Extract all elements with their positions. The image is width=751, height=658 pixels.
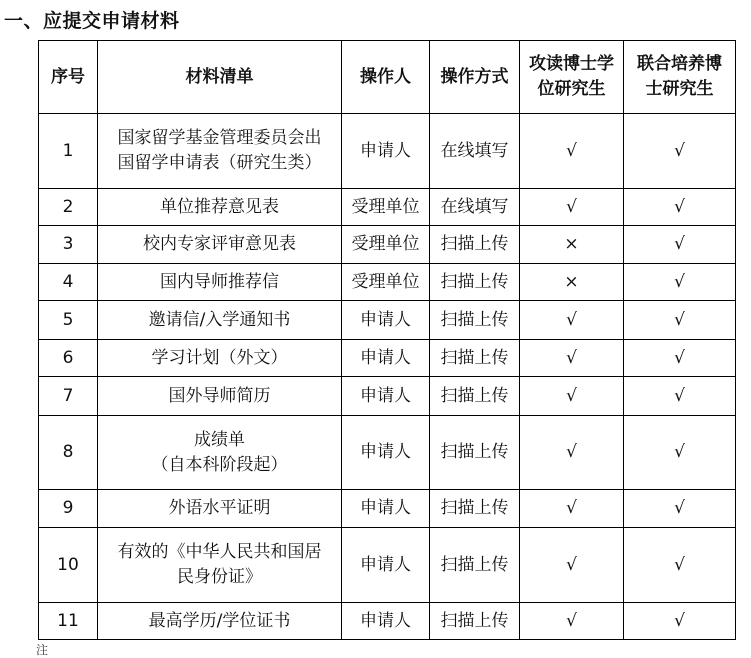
row-joint-mark: √ [624,189,736,226]
row-seq: 9 [39,490,98,528]
row-method: 在线填写 [430,114,520,189]
row-joint-mark: √ [624,264,736,301]
row-name: 外语水平证明 [98,490,342,528]
row-seq: 1 [39,114,98,189]
row-operator: 申请人 [342,528,430,603]
row-joint-mark: √ [624,603,736,640]
row-seq: 5 [39,301,98,340]
row-operator: 申请人 [342,114,430,189]
row-method: 扫描上传 [430,528,520,603]
footer-note-mark: 注 [36,643,49,657]
row-name [98,416,342,490]
header-doctoral [520,41,624,114]
row-name-line2: 国留学申请表（研究生类） [117,153,322,173]
row-doctoral-mark: √ [520,189,624,226]
table-row [39,340,736,377]
row-operator: 申请人 [342,340,430,377]
row-doctoral-mark: × [520,264,624,301]
header-joint-line2: 士研究生 [645,79,714,99]
table-row [39,226,736,264]
row-method: 扫描上传 [430,490,520,528]
table-row [39,416,736,490]
row-doctoral-mark: × [520,226,624,264]
header-method: 操作方式 [430,41,520,114]
header-seq: 序号 [39,41,98,114]
row-name: 邀请信/入学通知书 [98,301,342,340]
row-seq: 4 [39,264,98,301]
row-operator: 申请人 [342,603,430,640]
row-method: 扫描上传 [430,603,520,640]
row-operator: 受理单位 [342,226,430,264]
row-joint-mark: √ [624,226,736,264]
row-joint-mark: √ [624,377,736,416]
row-method: 扫描上传 [430,301,520,340]
row-seq: 2 [39,189,98,226]
row-name-line1: 成绩单 [194,429,245,450]
row-name: 国外导师简历 [98,377,342,416]
row-seq: 8 [39,416,98,490]
row-doctoral-mark: √ [520,377,624,416]
table-row [39,114,736,189]
table-row [39,603,736,640]
row-name: 学习计划（外文） [98,340,342,377]
row-name-line1: 有效的《中华人民共和国居 [117,542,322,562]
header-joint-line1: 联合培养博 [637,54,722,74]
row-method: 扫描上传 [430,416,520,490]
table-row [39,189,736,226]
table-row [39,490,736,528]
row-method: 扫描上传 [430,377,520,416]
row-operator: 申请人 [342,301,430,340]
materials-table [38,40,736,640]
row-joint-mark: √ [624,490,736,528]
row-name: 最高学历/学位证书 [98,603,342,640]
row-operator: 申请人 [342,416,430,490]
row-name: 国内导师推荐信 [98,264,342,301]
row-operator: 受理单位 [342,264,430,301]
row-seq: 3 [39,226,98,264]
table-header-row [39,41,736,114]
row-method: 扫描上传 [430,340,520,377]
row-doctoral-mark: √ [520,603,624,640]
row-joint-mark: √ [624,114,736,189]
row-seq: 10 [39,528,98,603]
row-name-line1: 国家留学基金管理委员会出 [117,128,322,148]
table-row [39,528,736,603]
header-doctoral-line1: 攻读博士学 [529,54,614,74]
row-method: 扫描上传 [430,226,520,264]
header-operator: 操作人 [342,41,430,114]
row-seq: 7 [39,377,98,416]
row-operator: 受理单位 [342,189,430,226]
row-doctoral-mark: √ [520,114,624,189]
row-doctoral-mark: √ [520,528,624,603]
row-seq: 6 [39,340,98,377]
row-name [98,114,342,189]
row-name: 校内专家评审意见表 [98,226,342,264]
row-name [98,528,342,603]
row-name-line2: 民身份证》 [177,567,262,587]
row-name-line2: （自本科阶段起） [151,454,288,475]
row-doctoral-mark: √ [520,301,624,340]
table-row [39,264,736,301]
row-joint-mark: √ [624,301,736,340]
table-row [39,377,736,416]
row-doctoral-mark: √ [520,416,624,490]
row-method: 扫描上传 [430,264,520,301]
header-name: 材料清单 [98,41,342,114]
row-joint-mark: √ [624,416,736,490]
table-row [39,301,736,340]
header-doctoral-line2: 位研究生 [537,79,606,99]
row-operator: 申请人 [342,377,430,416]
row-method: 在线填写 [430,189,520,226]
row-doctoral-mark: √ [520,490,624,528]
row-seq: 11 [39,603,98,640]
row-name: 单位推荐意见表 [98,189,342,226]
header-joint [624,41,736,114]
row-joint-mark: √ [624,528,736,603]
row-operator: 申请人 [342,490,430,528]
row-joint-mark: √ [624,340,736,377]
row-doctoral-mark: √ [520,340,624,377]
section-title: 一、应提交申请材料 [4,10,180,32]
